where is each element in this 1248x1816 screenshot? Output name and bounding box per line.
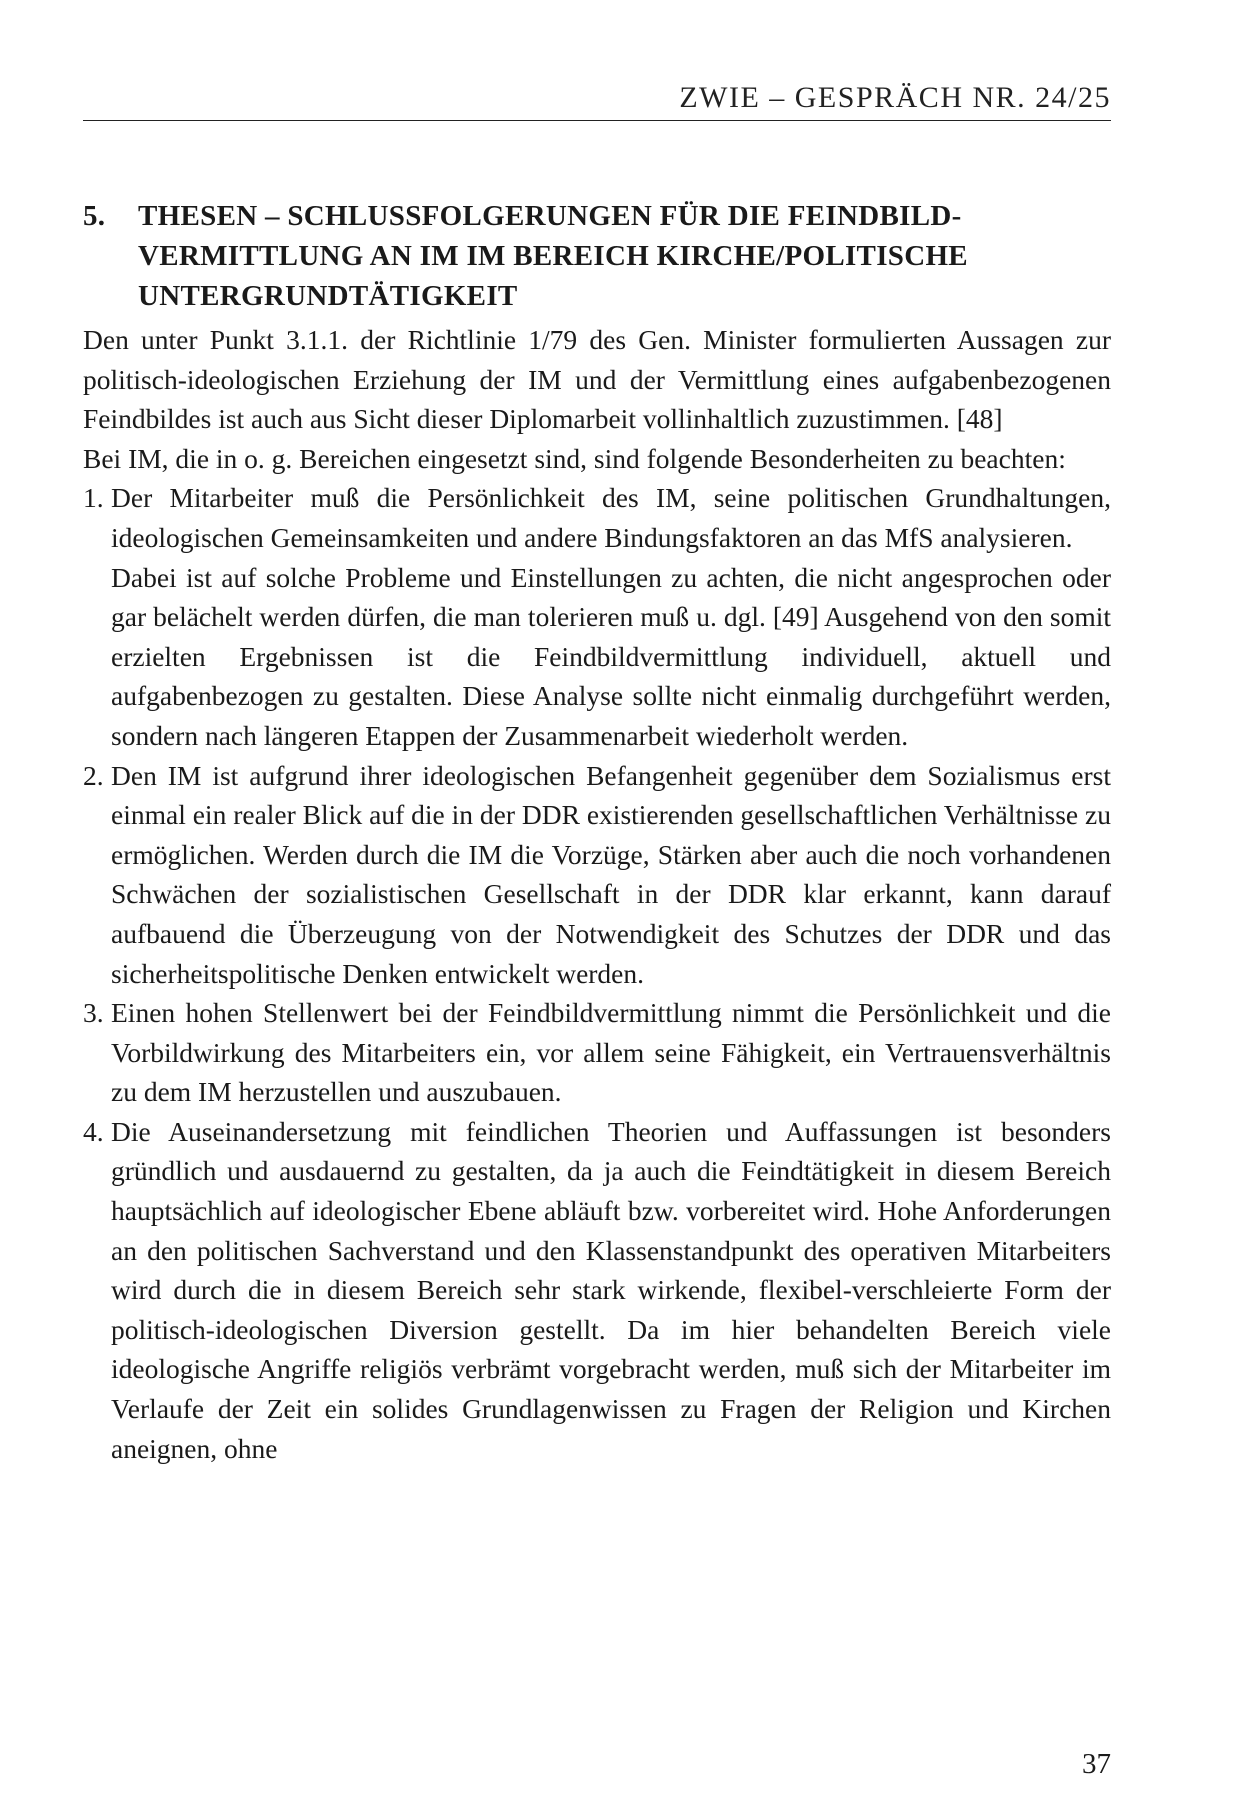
section-heading	[83, 196, 1111, 316]
list-item	[83, 1112, 1111, 1468]
list-marker: 4.	[83, 1115, 104, 1147]
list-item	[83, 478, 1111, 755]
running-header	[83, 80, 1111, 121]
body-text	[83, 320, 1111, 1468]
list-paragraph: Dabei ist auf solche Probleme und Einstellungen zu achten, die nicht angesprochen oder gar belächelt werden dürfen, die man tolerieren muß u. dgl. [49] Ausgehend von den somit erzielten Ergebnissen ist die Feindbildvermittlung individuell, aktuell und aufgabenbezogen zu gestalten. Diese Analyse sollte nicht einmalig durchgeführt werden, sondern nach längeren Etappen der Zusammenarbeit wiederholt werden.	[111, 561, 1111, 751]
page-number: 37	[1082, 1748, 1111, 1780]
list-item	[83, 993, 1111, 1112]
list-marker: 2.	[83, 759, 104, 791]
list-paragraph: Die Auseinandersetzung mit feindlichen Theorien und Auffassungen ist besonders gründlich und ausdauernd zu gestalten, da ja auch die Feindtätigkeit in diesem Bereich hauptsächlich auf ideologischer Ebene abläuft bzw. vorbereitet wird. Hohe Anforderungen an den politischen Sachverstand und den Klassenstandpunkt des operativen Mitarbeiters wird durch die in diesem Bereich sehr stark wirkende, flexibel-verschleierte Form der politisch-ideologischen Diversion gestellt. Da im hier behandelten Bereich viele ideologische Angriffe religiös verbrämt vorgebracht werden, muß sich der Mitarbeiter im Verlaufe der Zeit ein solides Grundlagenwissen zu Fragen der Religion und Kirchen aneignen, ohne	[111, 1115, 1111, 1464]
list-paragraph: Den IM ist aufgrund ihrer ideologischen Befangenheit gegenüber dem Sozialismus erst einmal ein realer Blick auf die in der DDR existierenden gesellschaftlichen Verhältnisse zu ermöglichen. Werden durch die IM die Vorzüge, Stärken aber auch die noch vorhandenen Schwächen der sozialistischen Gesellschaft in der DDR klar erkannt, kann darauf aufbauend die Überzeugung von der Notwendigkeit des Schutzes der DDR und das sicherheitspolitische Denken entwickelt werden.	[111, 759, 1111, 989]
section-number: 5.	[83, 200, 106, 232]
running-title: ZWIE – GESPRÄCH NR. 24/25	[679, 81, 1111, 114]
theses-list	[83, 478, 1111, 1468]
list-paragraph: Einen hohen Stellenwert bei der Feindbildvermittlung nimmt die Persönlichkeit und die Vorbildwirkung des Mitarbeiters ein, vor allem seine Fähigkeit, ein Vertrauensverhältnis zu dem IM herzustellen und auszubauen.	[111, 997, 1111, 1108]
list-paragraph: Der Mitarbeiter muß die Persönlichkeit des IM, seine politischen Grundhaltungen, ideologischen Gemeinsamkeiten und andere Bindungsfaktoren an das MfS analysieren.	[111, 482, 1111, 553]
list-item	[83, 756, 1111, 994]
list-marker: 1.	[83, 482, 104, 514]
intro-paragraph: Den unter Punkt 3.1.1. der Richtlinie 1/79 des Gen. Minister formulierten Aussagen zur politisch-ideologischen Erziehung der IM und der Vermittlung eines aufgabenbezogenen Feindbildes ist auch aus Sicht dieser Diplomarbeit vollinhaltlich zuzustimmen. [48]	[83, 324, 1111, 435]
intro-paragraph: Bei IM, die in o. g. Bereichen eingesetzt sind, sind folgende Besonderheiten zu beachten:	[83, 442, 1066, 474]
list-marker: 3.	[83, 997, 104, 1029]
section-title: THESEN – SCHLUSSFOLGERUNGEN FÜR DIE FEINDBILD-VERMITTLUNG AN IM IM BEREICH KIRCHE/POLITISCHE UNTERGRUNDTÄTIGKEIT	[138, 200, 968, 312]
